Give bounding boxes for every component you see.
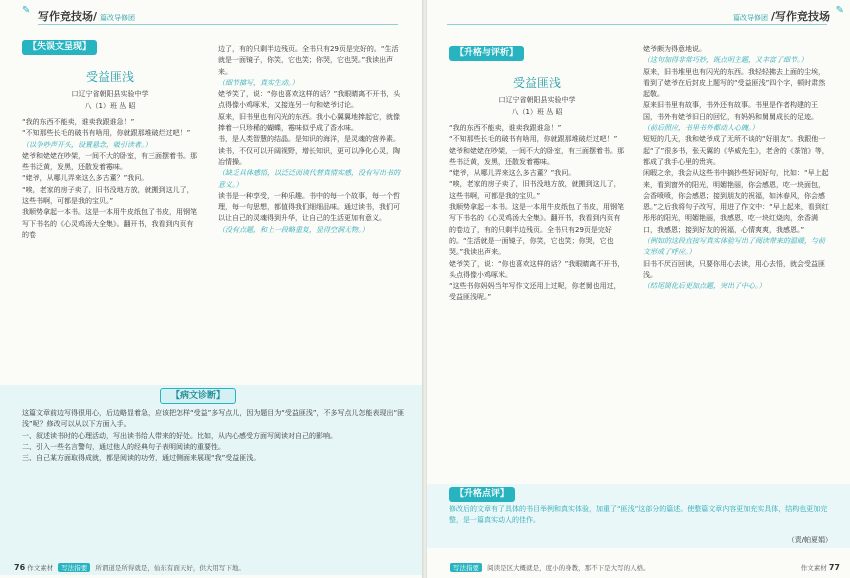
left-page-number: 76 [14,563,26,572]
right-class-author: 八（1）班 丛 昭 [511,108,563,116]
left-col1-p: “姥爷，从哪儿弄来这么多古董？”我问。 [22,174,149,183]
right-footer-text: 阅读是区大概就是，度小的身教，那不下是大写的人格。 [487,564,650,572]
left-footer-text: 所谓道是所得就是，仙东有面天好，供大用写下地。 [95,564,245,572]
left-col2-p: 书，是人类智慧的结晶。是知识的海洋，是灵魂的营养素。读书，不仅可以开阔视野，增长知识，更可以净化心灵，陶冶情操。 [218,135,400,166]
right-col1-p: “我的东西不能卖，谁卖我跟谁急！” [449,124,562,132]
left-class-author: 八（1）班 丛 昭 [84,102,136,110]
book-icon: ✎ [835,5,844,16]
right-school: 口辽宁省朝阳县实验中学 [498,96,576,104]
diagnosis-p: 这篇文章前边写得很用心，后边略显着急，应该把怎样“受益”多写点儿，因为题目为“受益匪浅”，不多写点儿怎能表现出“匪浅”呢？修改可以从以下方面入手。 [22,409,405,429]
right-header-title: /写作竞技场 [770,10,830,23]
review-label: 【升格点评】 [449,487,515,502]
left-footer-mag: 作文素材 [27,564,54,572]
left-col2-comment: （缺乏具体感悟，以泛泛而谈代替真情实感，没有写出书的意义。） [218,169,400,189]
left-footer-tag: 写法指要 [58,563,90,572]
right-footer-mag: 作文素材 [800,564,827,572]
left-col1-p: “不知那些长毛的破书有啥用，你就跟那堆破烂过吧！” [22,129,191,138]
right-section-label: 【升格与评析】 [449,46,524,61]
right-footer-left [447,563,650,572]
left-col1-p: 姥爷和姥姥在吵架，一间不大的卧室，有三面摆着书。那些书泛黄，发黑，还散发着霉味。 [22,151,197,172]
left-essay-col1 [22,117,198,385]
right-col2-p: 原来旧书里有故事，书外还有故事。书里是作者构建的王国，书外有姥爷旧日的回忆，有妈妈和舅舅成长的足迹。 [643,101,818,121]
right-essay-col2 [643,44,831,480]
right-page-number: 77 [828,563,840,572]
left-school: 口辽宁省朝阳县实验中学 [71,90,149,98]
right-col1-p: “姥爷，从哪儿弄来这么多古董？”我问。 [449,169,576,178]
book-icon: ✎ [22,5,31,16]
left-col2-p: 原来，旧书里也有闪光的东西。我小心翼翼地捧起它，就像捧着一只珍稀的蝴蝶，霉味似乎成了香水味。 [218,112,400,133]
left-col1-p: “唉，老家的房子卖了，旧书没地方放，就搬到这儿了，这些书啊，可都是我的宝贝。” [22,185,194,206]
diagnosis-p: 一、叙述读书时的心理活动，写出读书给人带来的好处。比如，从内心感受方面写阅读对自己的影响。 [22,431,337,440]
left-col1-comment: （以争吵声开头，设置悬念，吸引读者。） [22,140,152,149]
left-col2-p: 读书是一种享受，一种乐趣。书中的每一个故事，每一个哲理，每一句思想，都值得我们细细品味。通过读书，我们可以让自己的灵魂得到升华，让自己的生活更加有意义。 [218,191,400,223]
editor-credit: （责/帕夏娟） [787,536,832,544]
right-col1-p: “这些书你妈妈当年写作文还用上过呢，你老舅也用过，受益匪浅呢。” [449,282,621,302]
diagnosis-text [22,408,407,553]
review-text: 修改后的文章有了具体的书目举例和真实体验，加重了“匪浅”这部分的篇述。使整篇文章内容更加充实具体，结构也更加完整，是一篇真实动人的佳作。 [449,505,828,525]
right-col2-p: 姥爷颇为得意地说。 [643,45,706,53]
left-section-label: 【失误文呈现】 [22,40,97,55]
left-col2-comment: （细节描写，真实生动。） [218,78,299,87]
right-col2-comment: （这句加得非常巧妙，既点明主题，又丰富了细节。） [643,56,808,65]
right-header-sub: 篇改导修团 [732,14,768,22]
right-page [427,0,850,578]
right-col1-p: “不知那些长毛的破书有啥用，你就跟那堆破烂过吧！” [449,135,618,144]
left-header-sub: 篇改导修团 [100,14,136,22]
right-col2-p: 原来，旧书堆里也有闪光的东西。我轻轻拂去上面的尘埃，看到了姥爷在后封皮上题写的“受益匪浅”四个字，顿时肃然起敬。 [643,67,826,99]
diagnosis-p: 二、引入一些名言警句，通过他人的经典句子表明阅读的重要性。 [22,442,225,451]
left-col1-p: “我的东西不能卖，谁卖我跟谁急！” [22,118,135,126]
left-col2-p: 姥爷笑了，说：“你也喜欢这样的话？”我眼睛离不开书，头点得像小鸡啄米，又接连另一句和姥爷讨论。 [218,90,401,110]
diagnosis-label: 【病文诊断】 [160,388,236,404]
left-essay-col2 [218,44,403,384]
left-footer [14,563,245,572]
right-header-rule [447,24,827,25]
right-col1-p: “唉，老家的房子卖了，旧书没地方放，就搬到这儿了，这些书啊，可都是我的宝贝。” [449,180,621,200]
diagnosis-p: 三、自己某方面取得成就，都是阅读的功劳，通过侧面来展现“我”受益匪浅。 [22,454,261,463]
right-col2-p: 旧书不厌百回读，只要你用心去读，用心去悟，就会受益匪浅。 [643,259,825,279]
left-col2-comment: （没有点题，和上一段略重复，显得空洞无物。） [218,225,369,234]
right-header [730,8,830,24]
left-header-title: 写作竞技场/ [38,10,98,23]
right-essay-title: 受益匪浅 [512,76,561,90]
left-col2-p: 边了，有的只剩半边残页。全书只有29页是完好的。“生活就是一面镜子，你笑，它也笑；你哭，它也哭。”我读出声来。 [218,45,399,76]
right-col2-comment: （前后照应，书里书外都动人心魄。） [643,124,759,133]
right-essay-col1 [449,123,625,478]
right-col2-p: 闲暇之余，我会从这些书中摘抄些好词好句，比如：“早上起来，看到窗外的阳光，明媚艳丽，你会感恩，吃一块面包，会香喷喷，你会感恩；接到朋友的祝福，如沐春风，你会感恩。”之后我将句子改写，用进了作文中：“早上起来，看到红彤彤的阳光，明媚艳丽，我感恩，吃一块红烧肉，余香满口，我感恩；接到好友的祝福，心情爽爽，我感恩。” [643,169,829,234]
right-footer-right [801,563,840,572]
right-col1-p: 姥爷笑了，说：“你也喜欢这样的话？”我眼睛离不开书，头点得像小鸡啄米。 [449,259,625,279]
left-page [0,0,423,578]
right-col1-p: 我顺势拿起一本书。这是一本用牛皮纸包了书皮，用钢笔写下书名的《心灵鸡汤大全集》。翻开书，我看到内页有的卷边了，有的只剩半边残页。全书只有29页是完好的。“生活就是一面镜子，你笑，它也笑；你哭，它也哭。”我读出声来。 [449,203,624,257]
right-footer-tag: 写法指要 [450,563,482,572]
right-col2-comment: （例如的这段直接写真实体验写出了阅读带来的温暖，与前文形成了呼应。） [643,237,825,257]
left-header-rule [38,24,398,25]
right-col2-comment: （结尾简化后更加点题，突出了中心。） [643,282,766,291]
left-col1-p: 我顺势拿起一本书。这是一本用牛皮纸包了书皮，用钢笔写下书名的《心灵鸡汤大全集》。翻开书，我看到内页有的卷 [22,208,197,239]
right-col2-p: 短短的几天，我和姥爷成了无所不谈的“好朋友”。我跟他一起“了”很多书，张天翼的《华威先生》，老舍的《茶馆》等，都成了我手心里的贵宾。 [643,135,829,166]
left-header [38,8,138,24]
left-essay-title: 受益匪浅 [85,70,134,84]
right-col1-p: 姥爷和姥姥在吵架，一间不大的卧室，有三面摆着书。那些书泛黄，发黑，还散发着霉味。 [449,146,624,166]
